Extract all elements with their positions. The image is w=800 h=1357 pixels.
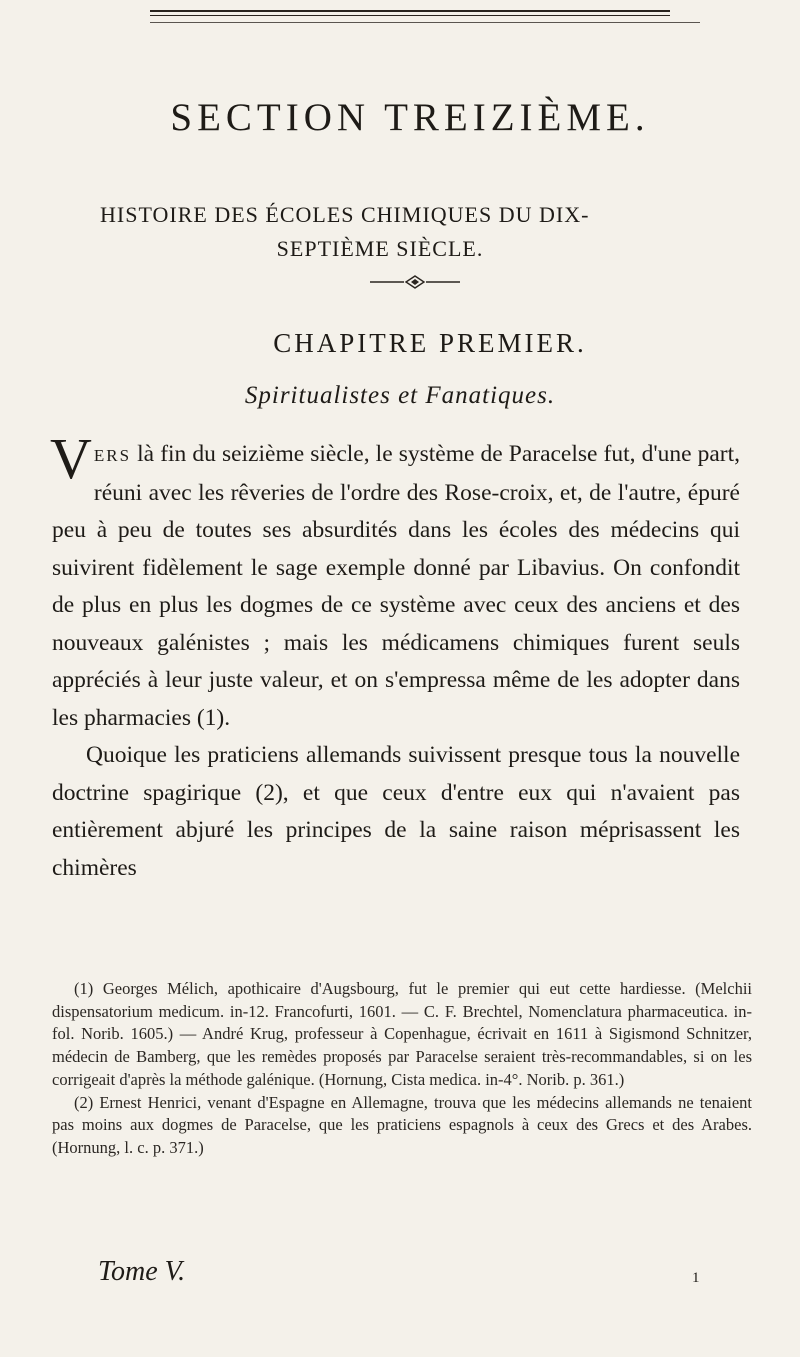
history-heading-line2: SEPTIÈME SIÈCLE. [276, 236, 484, 261]
main-text [50, 426, 740, 887]
footnote-2: (2) Ernest Henrici, venant d'Espagne en Allemagne, trouva que les médecins allemands ne tenaient pas moins aux dogmes de Paracelse, que les praticiens espagnols à ceux des Grecs et des Arabes. (Hornung, l. c. p. 371.) [52, 1092, 752, 1157]
paragraph-2: Quoique les praticiens allemands suivissent presque tous la nouvelle doctrine spagirique (2), et que ceux d'entre eux qui n'avaient pas entièrement abjuré les principes de la saine raison méprisassent les chimères [52, 742, 740, 881]
footnotes [52, 978, 752, 1160]
footnote-1: (1) Georges Mélich, apothicaire d'Augsbourg, fut le premier qui eut cette hardiesse. (Melchii dispensatorium medicum. in-12. Francofurti, 1601. — C. F. Brechtel, Nomenclatura pharmaceutica. in-fol. Norib. 1605.) — André Krug, professeur à Copenhague, écrivait en 1611 à Sigismond Schnitzer, médecin de Bamberg, que les remèdes proposés par Paracelse seraient très-recommandables, si on les corrigeait d'après la méthode galénique. (Hornung, Cista medica. in-4°. Norib. p. 361.) [52, 979, 752, 1089]
tome-label: Tome V. [98, 1256, 186, 1287]
top-rule [150, 10, 670, 16]
chapter-subtitle: Spiritualistes et Fanatiques. [244, 382, 556, 409]
drop-cap: V [50, 426, 92, 491]
lead-word: ERS [93, 446, 132, 465]
signature-mark: 1 [692, 1270, 700, 1286]
section-title: SECTION TREIZIÈME. [170, 96, 650, 139]
top-rule-thin [150, 22, 700, 23]
chapter-title: CHAPITRE PREMIER. [273, 328, 587, 358]
ornament-divider-icon [370, 275, 460, 289]
history-heading [70, 198, 750, 266]
paragraph-1-text: là fin du seizième siècle, le système de Paracelse fut, d'une part, réuni avec les rêveries de l'ordre des Rose-croix, et, de l'autre, épuré peu à peu de toutes ses absurdités dans les écoles des médecins qui suivirent fidèlement le sage exemple donné par Libavius. On confondit de plus en plus les dogmes de ce système avec ceux des anciens et des nouveaux galénistes ; mais les médicamens chimiques furent seuls appréciés à leur juste valeur, et on s'empressa même de les adopter dans les pharmacies (1). [52, 441, 740, 731]
paragraph-1 [50, 426, 740, 737]
history-heading-line1: HISTOIRE DES ÉCOLES CHIMIQUES DU DIX- [100, 202, 590, 227]
